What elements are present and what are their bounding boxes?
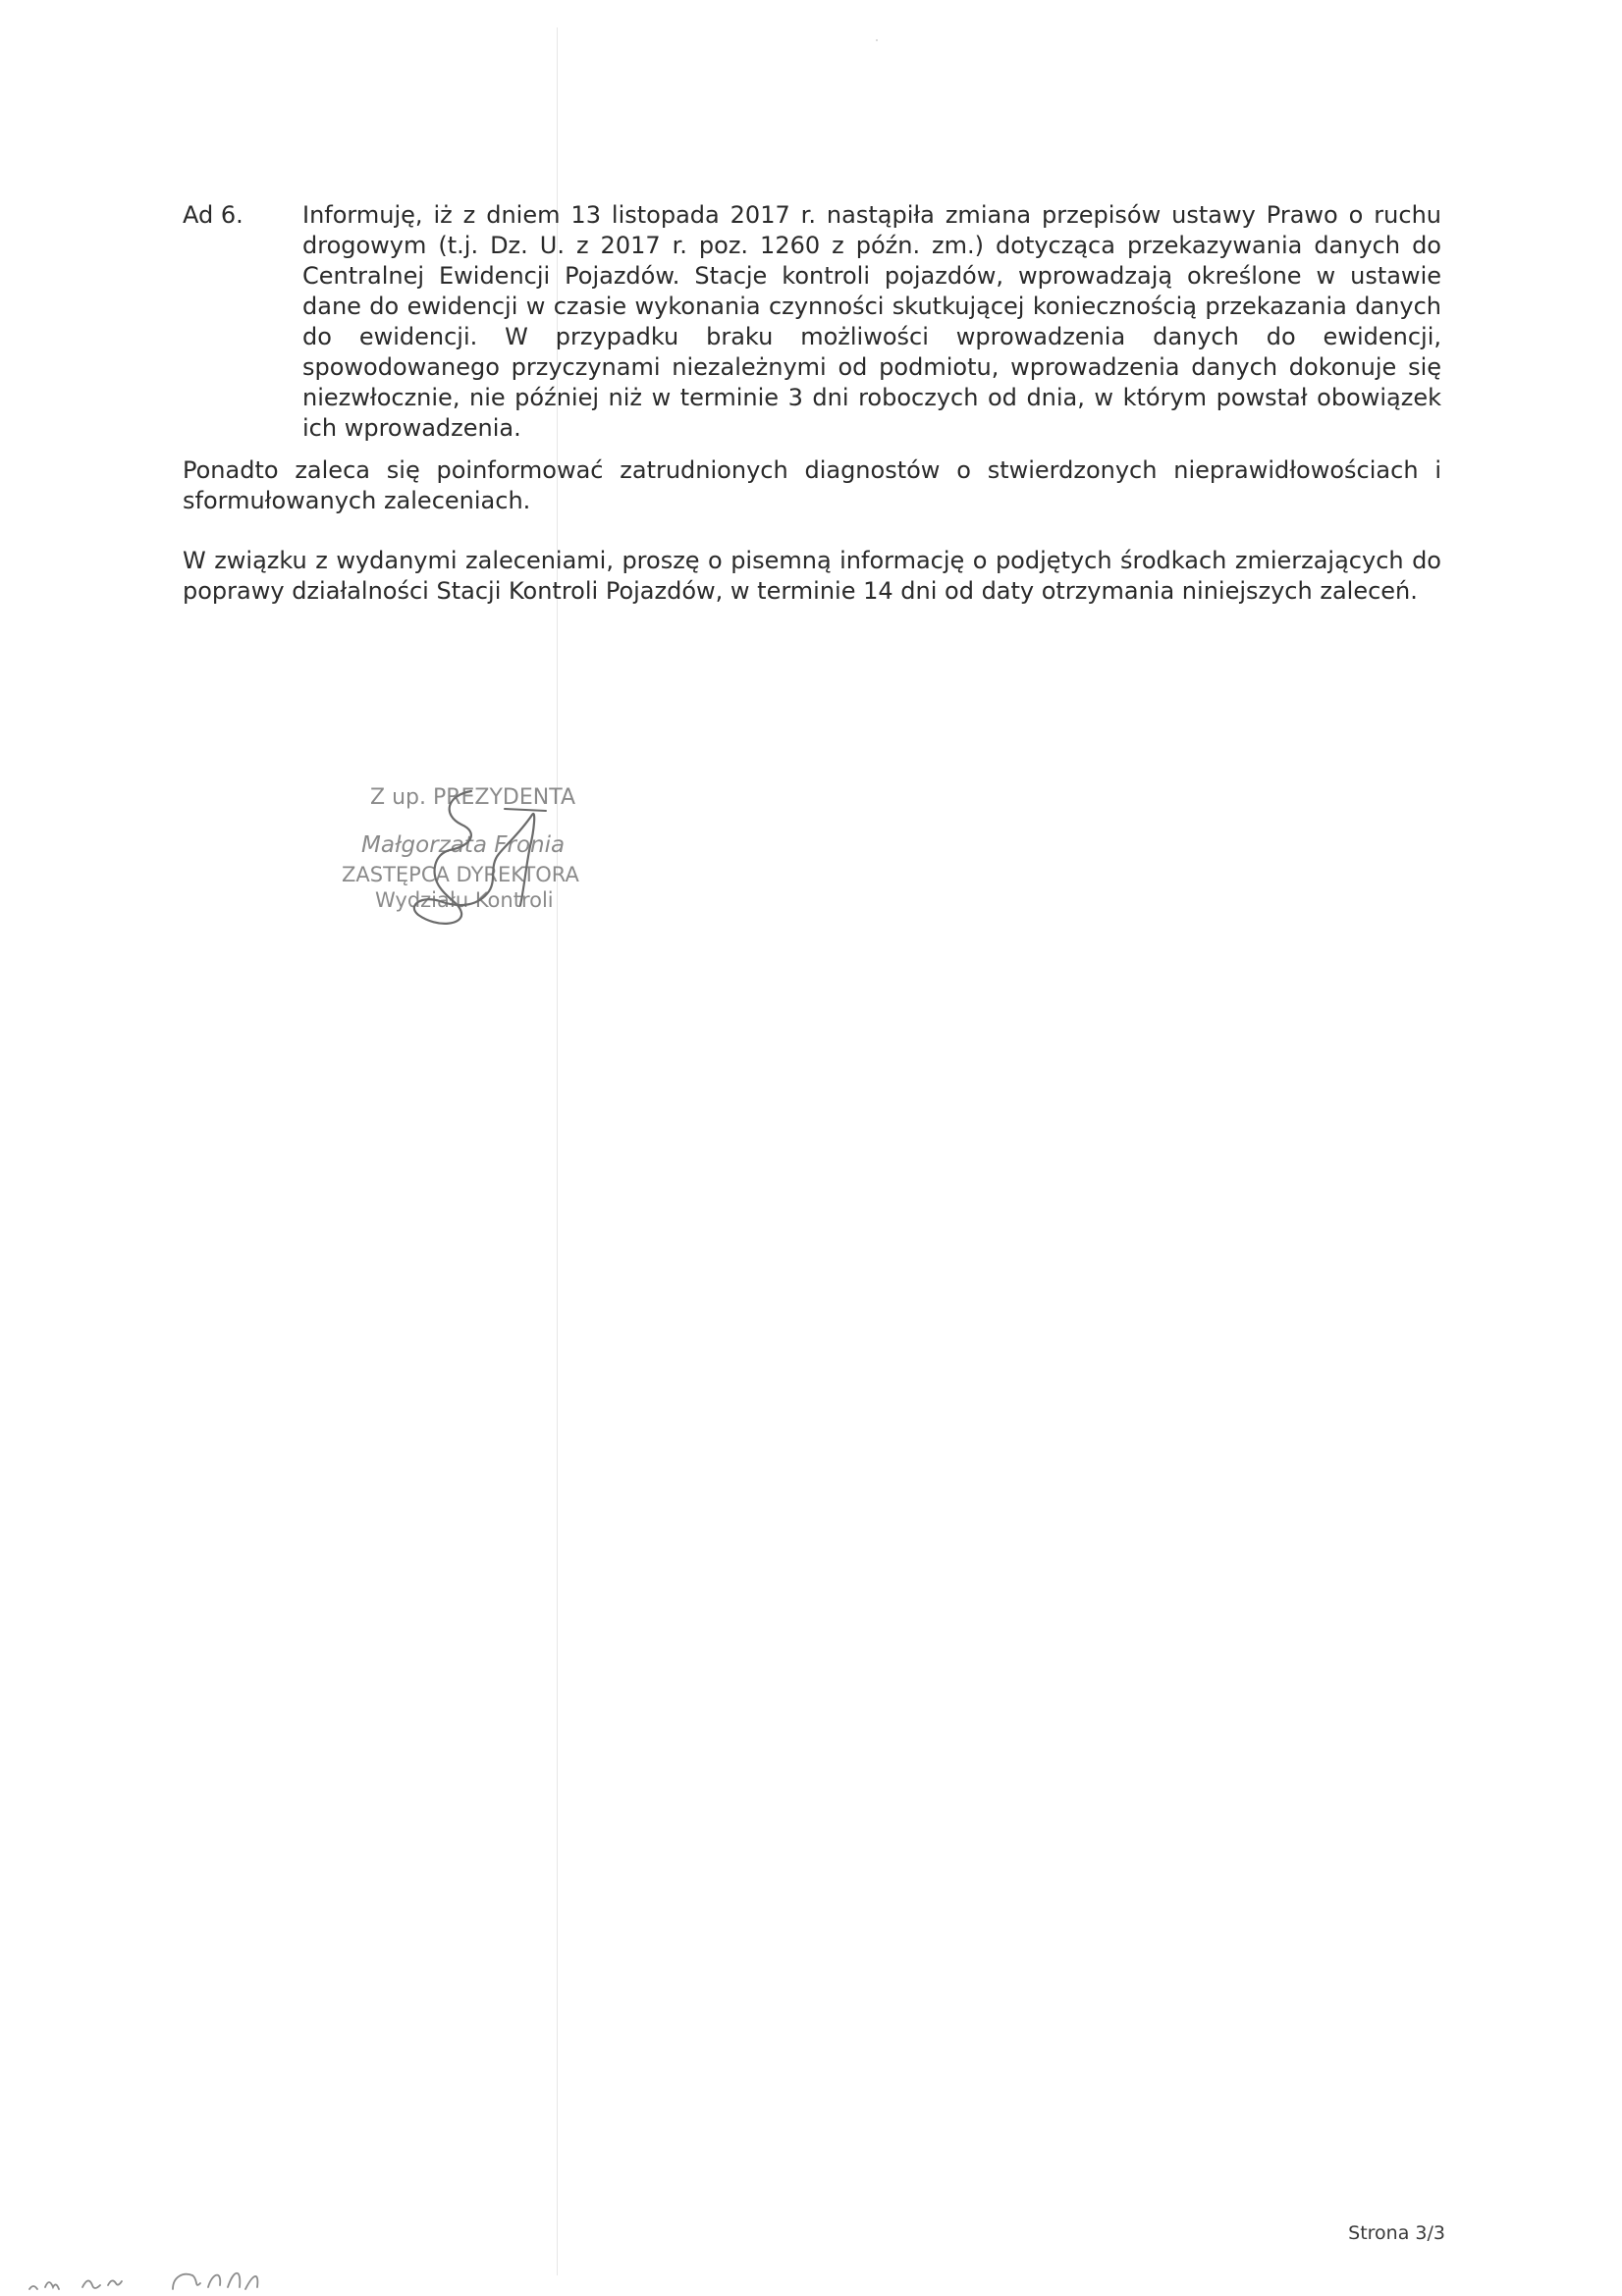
stamp-line-name: Małgorzata Fronia bbox=[361, 832, 566, 858]
handwritten-signature bbox=[324, 785, 619, 933]
request-paragraph: W związku z wydanymi zaleceniami, proszę o pisemną informację o podjętych środkach zmierzających do poprawy działalności Stacji Kontroli Pojazdów, w terminie 14 dni od daty otrzymania niniejszych zaleceń. bbox=[183, 547, 1441, 605]
ad6-label: Ad 6. bbox=[183, 201, 243, 229]
ad6-paragraph: Informuję, iż z dniem 13 listopada 2017 r. nastąpiła zmiana przepisów ustawy Prawo o ruchu drogowym (t.j. Dz. U. z 2017 r. poz. 1260 z późn. zm.) dotycząca przekazywania danych do Centralnej Ewidencji Pojazdów. Stacje kontroli pojazdów, wprowadzają określone w ustawie dane do ewidencji w czasie wykonania czynności skutkującej koniecznością przekazania danych do ewidencji. W przypadku braku możliwości wprowadzenia danych do ewidencji, spowodowanego przyczynami niezależnymi od podmiotu, wprowadzenia danych dokonuje się niezwłocznie, nie później niż w terminie 3 dni roboczych od dnia, w którym powstał obowiązek ich wprowadzenia. bbox=[302, 201, 1441, 442]
stamp-line-department: Wydziału Kontroli bbox=[375, 888, 554, 912]
signature-stamp bbox=[324, 785, 619, 933]
page-number: Strona 3/3 bbox=[1348, 2222, 1445, 2244]
stamp-line-position: ZASTĘPCA DYREKTORA bbox=[342, 863, 579, 886]
stamp-line-authority: Z up. PREZYDENTA bbox=[370, 785, 575, 810]
recommendation-paragraph: Ponadto zaleca się poinformować zatrudnionych diagnostów o stwierdzonych nieprawidłowościach i sformułowanych zaleceniach. bbox=[183, 456, 1441, 514]
handwritten-note bbox=[0, 2258, 295, 2296]
scan-speck bbox=[876, 39, 878, 41]
